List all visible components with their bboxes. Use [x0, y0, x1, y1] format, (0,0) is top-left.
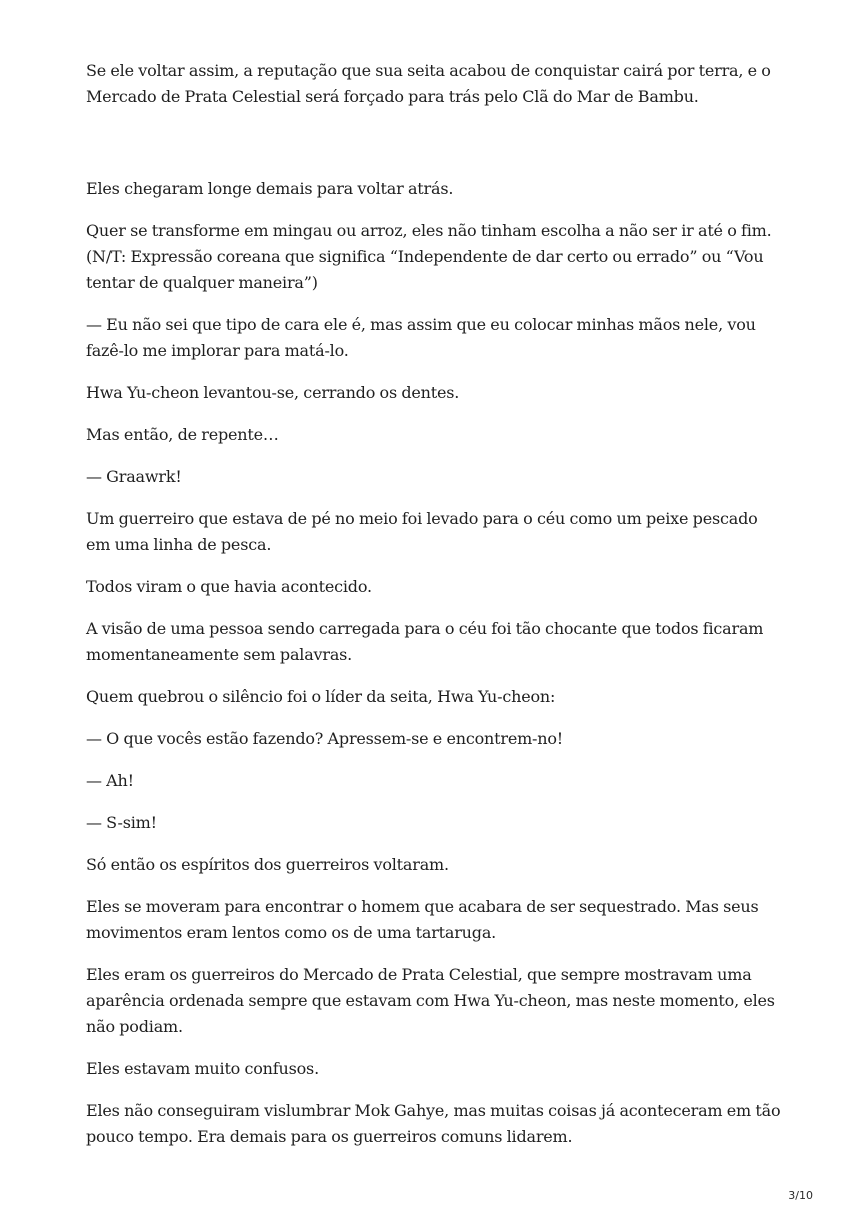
paragraph: — S-sim! — [86, 813, 157, 832]
paragraph: Quer se transforme em mingau ou arroz, eles não tinham escolha a não ser ir até o fim. (N/T: Expressão coreana que significa “Independente de dar certo ou errado” ou “Vou tentar de qualquer maneira”) — [86, 221, 772, 292]
paragraph: A visão de uma pessoa sendo carregada para o céu foi tão chocante que todos ficaram momentaneamente sem palavras. — [86, 619, 764, 664]
page-number: 3/10 — [788, 1189, 813, 1202]
paragraph: Só então os espíritos dos guerreiros voltaram. — [86, 855, 449, 874]
paragraph: Eles eram os guerreiros do Mercado de Prata Celestial, que sempre mostravam uma aparência ordenada sempre que estavam com Hwa Yu-cheon, mas neste momento, eles não podiam. — [86, 965, 775, 1036]
paragraph: — Graawrk! — [86, 467, 182, 486]
paragraph: Quem quebrou o silêncio foi o líder da seita, Hwa Yu-cheon: — [86, 687, 556, 706]
section-break — [86, 110, 786, 176]
paragraph: — Eu não sei que tipo de cara ele é, mas assim que eu colocar minhas mãos nele, vou fazê-lo me implorar para matá-lo. — [86, 315, 756, 360]
paragraph: Se ele voltar assim, a reputação que sua seita acabou de conquistar cairá por terra, e o Mercado de Prata Celestial será forçado para trás pelo Clã do Mar de Bambu. — [86, 61, 771, 106]
paragraph: Eles chegaram longe demais para voltar atrás. — [86, 179, 454, 198]
paragraph: Eles não conseguiram vislumbrar Mok Gahye, mas muitas coisas já aconteceram em tão pouco tempo. Era demais para os guerreiros comuns lidarem. — [86, 1101, 781, 1146]
paragraph: Eles estavam muito confusos. — [86, 1059, 319, 1078]
paragraph: Um guerreiro que estava de pé no meio foi levado para o céu como um peixe pescado em uma linha de pesca. — [86, 509, 758, 554]
paragraph: — Ah! — [86, 771, 134, 790]
document-body — [86, 58, 786, 1150]
paragraph: Todos viram o que havia acontecido. — [86, 577, 372, 596]
paragraph: Mas então, de repente… — [86, 425, 279, 444]
paragraph: — O que vocês estão fazendo? Apressem-se e encontrem-no! — [86, 729, 564, 748]
paragraph: Eles se moveram para encontrar o homem que acabara de ser sequestrado. Mas seus movimentos eram lentos como os de uma tartaruga. — [86, 897, 759, 942]
paragraph: Hwa Yu-cheon levantou-se, cerrando os dentes. — [86, 383, 460, 402]
